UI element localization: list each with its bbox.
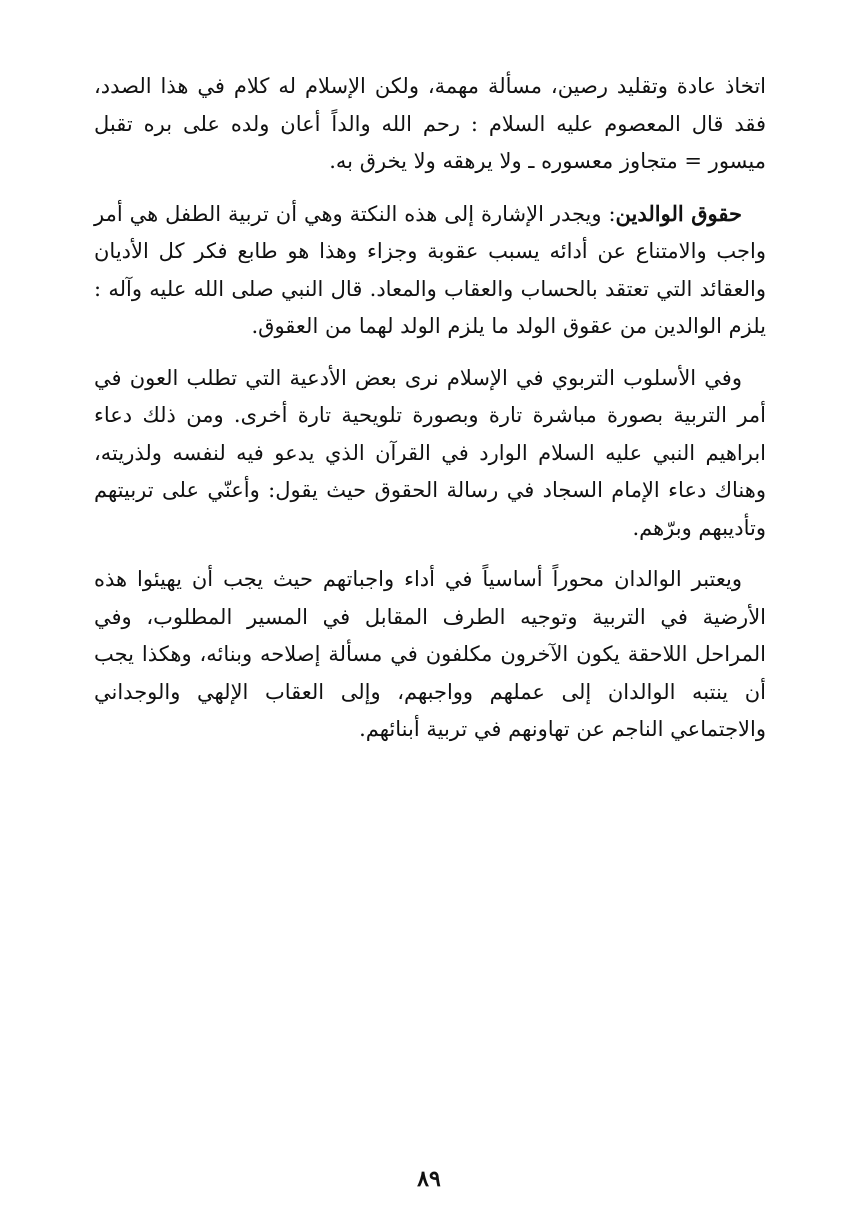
paragraph-4: ويعتبر الوالدان محوراً أساسياً في أداء واجباتهم حيث يجب أن يهيئوا هذه الأرضية في التربية وتوجيه الطرف المقابل في المسير المطلوب، وفي المراحل اللاحقة يكون الآخرون مكلفون في مسألة إصلاحه وبنائه، وهكذا يجب أن ينتبه الوالدان إلى عملهم وواجبهم، وإلى العقاب الإلهي والوجداني والاجتماعي الناجم عن تهاونهم في تربية أبنائهم. — [94, 567, 766, 741]
section-heading-parents-rights: حقوق الوالدين — [615, 200, 743, 226]
paragraph-2 — [94, 195, 766, 346]
paragraph-3: وفي الأسلوب التربوي في الإسلام نرى بعض الأدعية التي تطلب العون في أمر التربية بصورة مباشرة تارة وبصورة تلويحية تارة أخرى. ومن ذلك دعاء ابراهيم النبي عليه السلام الوارد في القرآن الذي يدعو فيه لنفسه ولذريته، وهناك دعاء الإمام السجاد في رسالة الحقوق حيث يقول: وأعنّي على تربيتهم وتأديبهم وبرّهم. — [94, 365, 766, 540]
page-body — [94, 68, 766, 763]
paragraph-2-text: : ويجدر الإشارة إلى هذه النكتة وهي أن تربية الطفل هي أمر واجب والامتناع عن أدائه يسبب عقوبة وجزاء وهذا هو طابع فكر كل الأديان والعقائد التي تعتقد بالحساب والعقاب والمعاد. قال النبي صلى الله عليه وآله : يلزم الوالدين من عقوق الولد ما يلزم الولد لهما من العقوق. — [94, 201, 766, 338]
paragraph-1: اتخاذ عادة وتقليد رصين، مسألة مهمة، ولكن الإسلام له كلام في هذا الصدد، فقد قال المعصوم عليه السلام : رحم الله والداً أعان ولده على بره تقبل ميسور = متجاوز معسوره ـ ولا يرهقه ولا يخرق به. — [94, 74, 766, 173]
page-number: ٨٩ — [417, 1166, 441, 1192]
